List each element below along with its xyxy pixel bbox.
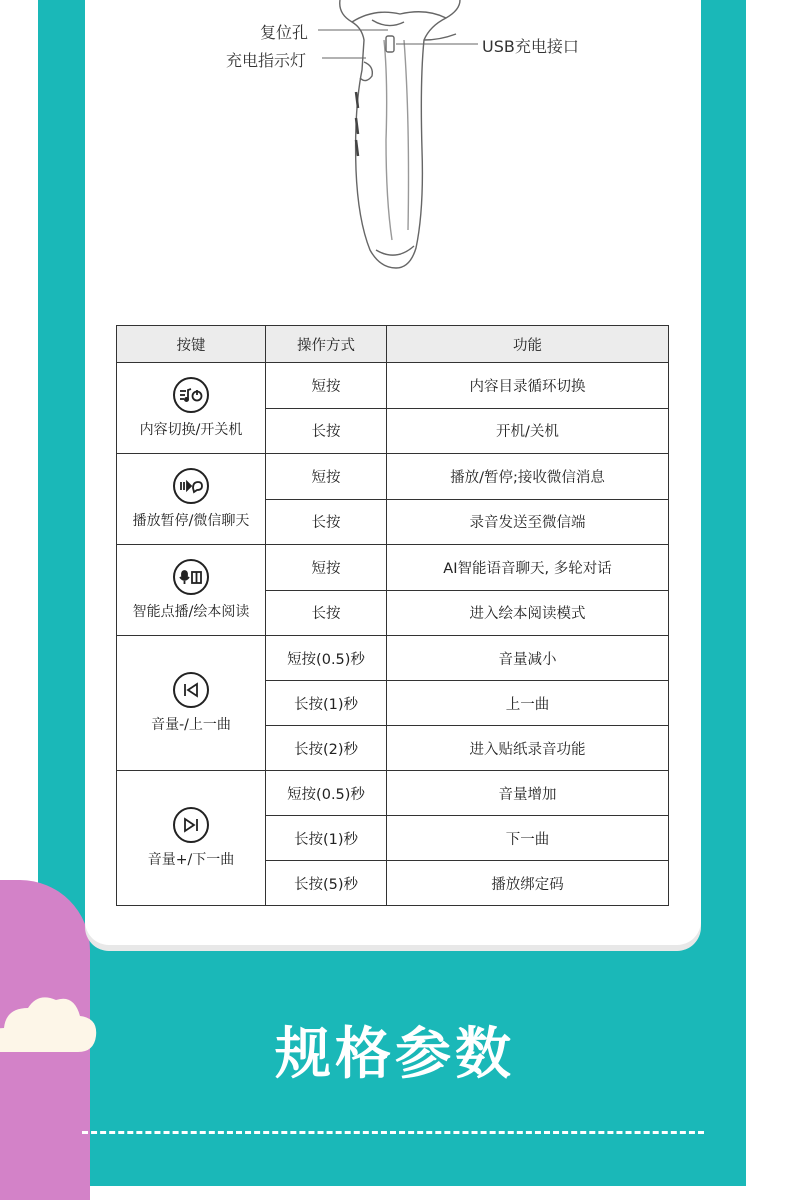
key-label: 智能点播/绘本阅读 xyxy=(132,604,250,620)
function-cell: 播放/暂停;接收微信消息 xyxy=(387,454,669,500)
header-mode: 操作方式 xyxy=(266,326,387,363)
table-row xyxy=(117,545,669,591)
function-cell: AI智能语音聊天, 多轮对话 xyxy=(387,545,669,591)
table-row xyxy=(117,636,669,681)
mode-cell: 长按 xyxy=(266,499,387,545)
section-title: 规格参数 xyxy=(275,1022,515,1087)
mic-book-icon xyxy=(173,559,209,595)
previous-track-icon xyxy=(173,672,209,708)
function-cell: 进入绘本阅读模式 xyxy=(387,590,669,636)
table-row xyxy=(117,454,669,500)
table-row xyxy=(117,363,669,409)
play-pause-chat-icon xyxy=(173,468,209,504)
mode-cell: 短按(0.5)秒 xyxy=(266,636,387,681)
mode-cell: 长按(5)秒 xyxy=(266,861,387,906)
key-label: 音量+/下一曲 xyxy=(147,852,235,868)
function-cell: 播放绑定码 xyxy=(387,861,669,906)
function-cell: 内容目录循环切换 xyxy=(387,363,669,409)
mode-cell: 短按 xyxy=(266,454,387,500)
mode-cell: 长按(1)秒 xyxy=(266,681,387,726)
mode-cell: 短按 xyxy=(266,545,387,591)
function-cell: 音量减小 xyxy=(387,636,669,681)
mode-cell: 短按(0.5)秒 xyxy=(266,771,387,816)
table-header-row xyxy=(117,326,669,363)
mode-cell: 长按 xyxy=(266,590,387,636)
mode-cell: 长按(2)秒 xyxy=(266,726,387,771)
pen-diagram xyxy=(0,0,790,300)
usb-port-label: USB充电接口 xyxy=(482,37,579,56)
reset-hole-label: 复位孔 xyxy=(260,23,309,42)
function-cell: 进入贴纸录音功能 xyxy=(387,726,669,771)
key-cell xyxy=(117,636,266,771)
key-cell xyxy=(117,545,266,636)
key-label: 内容切换/开关机 xyxy=(139,422,243,438)
function-cell: 上一曲 xyxy=(387,681,669,726)
function-cell: 录音发送至微信端 xyxy=(387,499,669,545)
mode-cell: 长按 xyxy=(266,408,387,454)
key-label: 播放暂停/微信聊天 xyxy=(132,513,250,529)
charge-light-label: 充电指示灯 xyxy=(226,51,307,70)
key-label: 音量-/上一曲 xyxy=(151,717,231,733)
function-cell: 音量增加 xyxy=(387,771,669,816)
function-cell: 开机/关机 xyxy=(387,408,669,454)
key-cell xyxy=(117,771,266,906)
table-row xyxy=(117,771,669,816)
function-cell: 下一曲 xyxy=(387,816,669,861)
dashed-divider xyxy=(82,1131,704,1134)
header-function: 功能 xyxy=(387,326,669,363)
mode-cell: 短按 xyxy=(266,363,387,409)
header-key: 按键 xyxy=(117,326,266,363)
key-cell xyxy=(117,363,266,454)
music-power-icon xyxy=(173,377,209,413)
key-cell xyxy=(117,454,266,545)
next-track-icon xyxy=(173,807,209,843)
key-function-table xyxy=(116,325,669,906)
mode-cell: 长按(1)秒 xyxy=(266,816,387,861)
